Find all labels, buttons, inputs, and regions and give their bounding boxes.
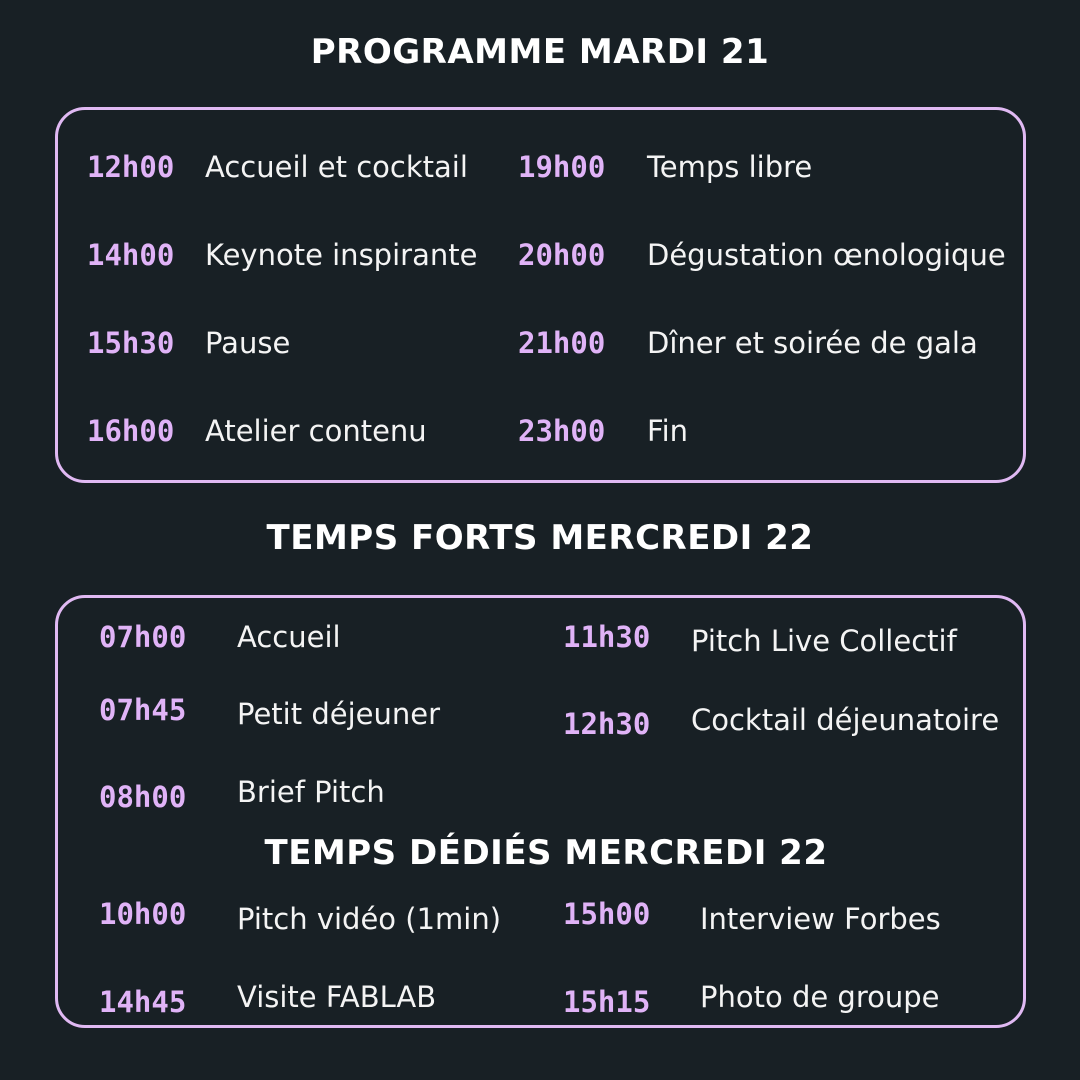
schedule-label: Interview Forbes	[700, 902, 941, 936]
schedule-label: Cocktail déjeunatoire	[691, 703, 1000, 737]
schedule-label: Brief Pitch	[237, 775, 385, 809]
schedule-time: 19h00	[518, 150, 606, 184]
schedule-time: 12h00	[87, 150, 175, 184]
schedule-time: 10h00	[99, 897, 187, 931]
schedule-time: 20h00	[518, 238, 606, 272]
schedule-time: 15h30	[87, 326, 175, 360]
schedule-time: 07h00	[99, 620, 187, 654]
schedule-time: 14h00	[87, 238, 175, 272]
temps-forts-title: TEMPS FORTS MERCREDI 22	[266, 518, 814, 558]
schedule-time: 08h00	[99, 780, 187, 814]
schedule-time: 15h00	[563, 897, 651, 931]
schedule-time: 12h30	[563, 707, 651, 741]
schedule-label: Pitch Live Collectif	[691, 624, 957, 658]
schedule-label: Temps libre	[647, 150, 813, 184]
schedule-label: Visite FABLAB	[237, 980, 437, 1014]
schedule-label: Pause	[205, 326, 291, 360]
schedule-time: 21h00	[518, 326, 606, 360]
schedule-label: Accueil et cocktail	[205, 150, 468, 184]
schedule-label: Petit déjeuner	[237, 697, 440, 731]
schedule-time: 14h45	[99, 985, 187, 1019]
schedule-time: 23h00	[518, 414, 606, 448]
schedule-label: Photo de groupe	[700, 980, 940, 1014]
schedule-label: Atelier contenu	[205, 414, 427, 448]
schedule-time: 07h45	[99, 693, 187, 727]
schedule-label: Fin	[647, 414, 689, 448]
mercredi-panel	[55, 595, 1026, 1028]
schedule-time: 16h00	[87, 414, 175, 448]
schedule-label: Dégustation œnologique	[647, 238, 1006, 272]
programme-mardi-title: PROGRAMME MARDI 21	[310, 32, 770, 72]
schedule-label: Keynote inspirante	[205, 238, 478, 272]
schedule-label: Dîner et soirée de gala	[647, 326, 978, 360]
schedule-label: Pitch vidéo (1min)	[237, 902, 502, 936]
schedule-time: 11h30	[563, 620, 651, 654]
schedule-time: 15h15	[563, 985, 651, 1019]
schedule-label: Accueil	[237, 620, 341, 654]
temps-dedies-title: TEMPS DÉDIÉS MERCREDI 22	[264, 833, 828, 873]
